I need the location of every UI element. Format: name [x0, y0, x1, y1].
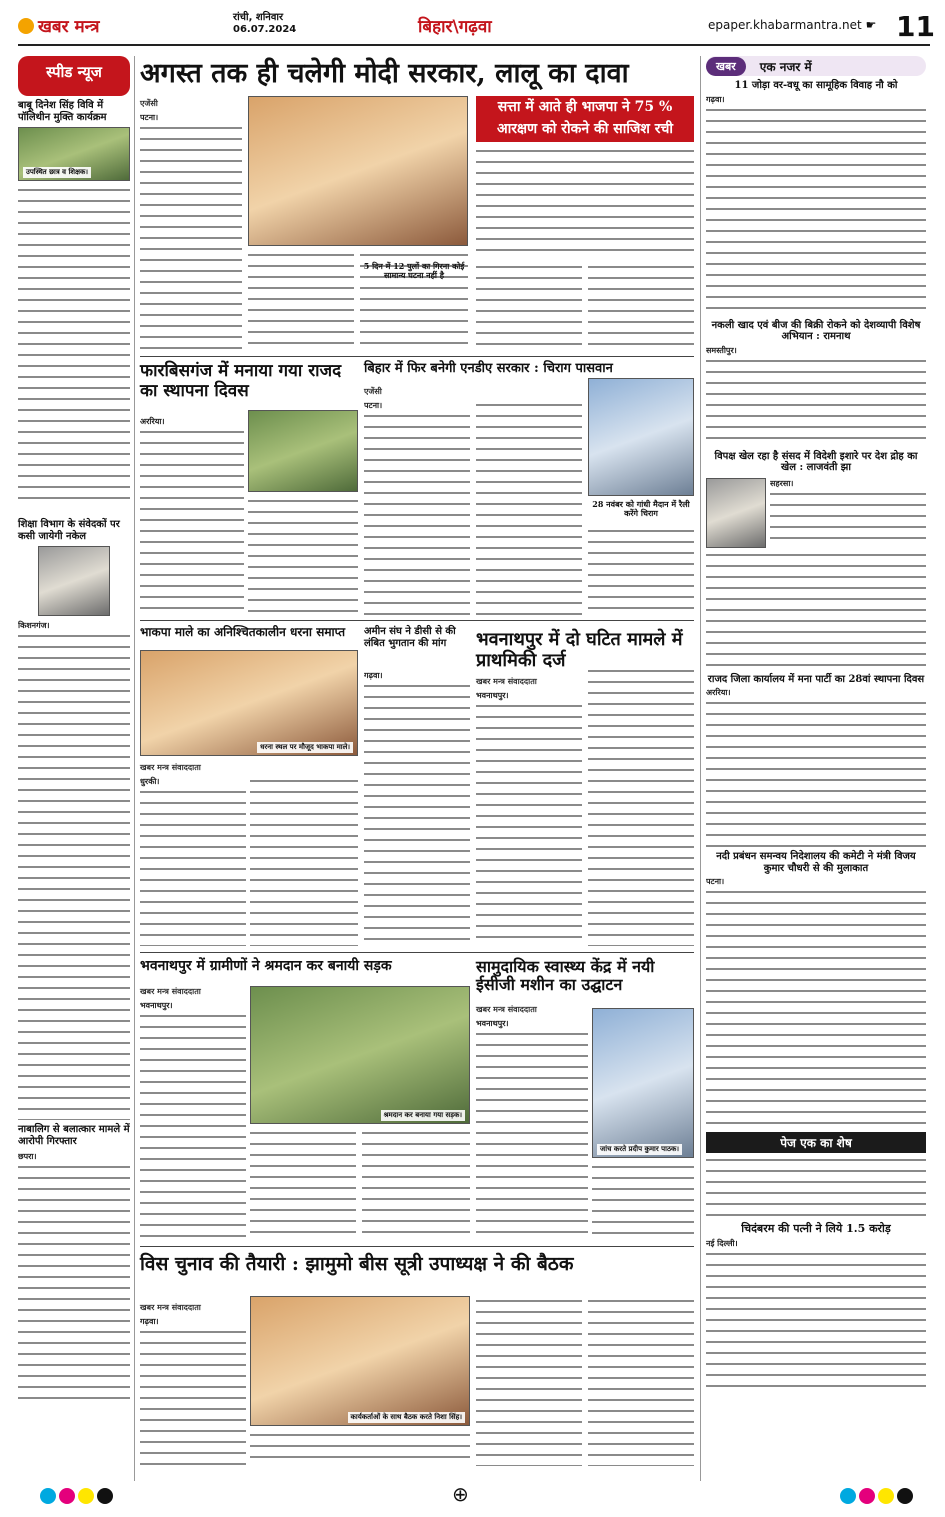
black-dot	[97, 1488, 113, 1504]
formation-photo	[248, 410, 358, 492]
photo-caption: उपस्थित छात्र व शिक्षक।	[23, 167, 91, 178]
ecg-title: सामुदायिक स्वास्थ्य केंद्र में नयी ईसीजी मशीन का उद्घाटन	[476, 957, 655, 995]
ecg-byline: खबर मन्त्र संवाददाता	[476, 1005, 537, 1014]
bhawanathpur-body-col1: भवनाथपुर।	[476, 690, 582, 946]
magenta-dot	[59, 1488, 75, 1504]
road-body-col1: भवनाथपुर।	[140, 1000, 246, 1240]
photo-caption: जांच करते प्रदीप कुमार पाठक।	[597, 1144, 682, 1155]
issue-date: 06.07.2024	[233, 24, 297, 35]
right-story-5-title: नदी प्रबंधन समन्वय निदेशालय की कमेटी ने मंत्री विजय कुमार चौधरी से की मुलाकात	[716, 851, 916, 874]
formation-body-col2	[248, 496, 358, 616]
logo-icon	[18, 18, 34, 34]
speed-story-3-body: छपरा।	[18, 1151, 130, 1401]
speed-news-column	[18, 56, 130, 1481]
right-story-3-title: विपक्ष खेल रहा है संसद में विदेशी इशारे पर देश द्रोह का खेल : लाजवंती झा	[714, 450, 918, 473]
speed-news-label: स्पीड न्यूज	[18, 56, 130, 96]
lead-photo-caption: 5 दिन में 12 पुलों का गिरना कोई सामान्य घटना नहीं है	[363, 261, 465, 281]
jmm-body-col4	[588, 1296, 694, 1466]
lead-headline: अगस्त तक ही चलेगी मोदी सरकार, लालू का दावा	[140, 58, 629, 89]
ek-nazar-label: एक नजर में	[759, 59, 812, 74]
right-story-4-title: राजद जिला कार्यालय में मना पार्टी का 28वां स्थापना दिवस	[707, 673, 925, 685]
ek-nazar-column	[706, 56, 926, 1476]
right-story-3-body	[706, 550, 926, 670]
formation-title: फारबिसगंज में मनाया गया राजद का स्थापना दिवस	[140, 361, 342, 401]
amin-title: अमीन संघ ने डीसी से की लंबित भुगतान की मांग	[364, 626, 456, 649]
yellow-dot	[78, 1488, 94, 1504]
nda-byline: एजेंसी	[364, 387, 382, 396]
jmm-title: विस चुनाव की तैयारी : झामुमो बीस सूत्री उपाध्यक्ष ने की बैठक	[140, 1253, 574, 1275]
jmm-body-col2	[250, 1430, 470, 1466]
speed-story-3-title: नाबालिग से बलात्कार मामले में आरोपी गिरफ्तार	[18, 1124, 130, 1147]
page-one-continued-header: पेज एक का शेष	[706, 1132, 926, 1153]
section-name: बिहार\गढ़वा	[418, 17, 492, 37]
speed-story-2-title: शिक्षा विभाग के संवेदकों पर कसी जायेगी नकेल	[18, 519, 120, 542]
page-one-continued-body	[706, 1155, 926, 1219]
lead-body-col4	[476, 146, 694, 258]
masthead	[18, 10, 935, 46]
nda-body-col2	[476, 400, 582, 616]
bhawanathpur-body-col2	[588, 666, 694, 946]
ecg-body-col2	[592, 1162, 694, 1240]
amin-body: गढ़वा।	[364, 670, 470, 946]
jmm-body-col3	[476, 1296, 582, 1466]
khabar-tag: खबर	[706, 57, 746, 76]
nda-body-col1: पटना।	[364, 400, 470, 616]
bhawanathpur-title: भवनाथपुर में दो घटित मामले में प्राथमिकी दर्ज	[476, 629, 683, 671]
right-story-5-body: पटना।	[706, 876, 926, 1128]
lead-body-col6	[588, 262, 694, 352]
road-byline: खबर मन्त्र संवाददाता	[140, 987, 201, 996]
ek-nazar-header	[706, 56, 926, 76]
right-story-2-title: नकली खाद एवं बीज की बिक्री रोकने को देशव्यापी विशेष अभियान : रामनाथ	[711, 319, 921, 342]
dateline	[233, 12, 296, 36]
right-story-4-body: अररिया।	[706, 687, 926, 847]
column-rule	[134, 56, 135, 1481]
page-number: 11	[896, 10, 935, 43]
section-divider	[140, 620, 694, 621]
road-photo	[250, 986, 470, 1124]
speed-story-1-body	[18, 185, 130, 515]
jmm-photo	[250, 1296, 470, 1426]
section-divider	[140, 356, 694, 357]
cursor-icon: ☛	[865, 18, 877, 32]
bhawanathpur-byline: खबर मन्त्र संवाददाता	[476, 677, 537, 686]
road-title: भवनाथपुर में ग्रामीणों ने श्रमदान कर बनायी सड़क	[140, 958, 392, 974]
road-body-col3	[362, 1128, 470, 1240]
nda-title: बिहार में फिर बनेगी एनडीए सरकार : चिराग पासवान	[364, 361, 613, 376]
jmm-byline: खबर मन्त्र संवाददाता	[140, 1303, 201, 1312]
speed-story-1-title: बाबू दिनेश सिंह विवि में पॉलिथीन मुक्ति कार्यक्रम	[18, 100, 107, 123]
lead-body-col1: पटना।	[140, 112, 242, 352]
protest-body-col1: धुरकी।	[140, 776, 246, 946]
section-divider	[140, 1246, 694, 1247]
ecg-body-col1: भवनाथपुर।	[476, 1018, 588, 1240]
magenta-dot	[859, 1488, 875, 1504]
lead-body-col5	[476, 262, 582, 352]
section-divider	[140, 952, 694, 953]
speed-story-1-photo	[18, 127, 130, 181]
right-story-2-body: समस्तीपुर।	[706, 345, 926, 445]
registration-marks-left	[40, 1488, 116, 1508]
cyan-dot	[40, 1488, 56, 1504]
yellow-dot	[878, 1488, 894, 1504]
brand-logo	[18, 14, 100, 37]
photo-caption: श्रमदान कर बनाया गया सड़क।	[381, 1110, 465, 1121]
right-story-1-title: 11 जोड़ा वर-वधू का सामूहिक विवाह नौ को	[734, 80, 898, 91]
lead-body-col2	[248, 250, 354, 352]
column-rule	[700, 56, 701, 1481]
ecg-photo	[592, 1008, 694, 1158]
road-body-col2	[250, 1128, 356, 1240]
photo-caption: धरना स्थल पर मौजूद भाकपा माले।	[257, 742, 353, 753]
lead-kicker: सत्ता में आते ही भाजपा ने 75 % आरक्षण को रोकने की साजिश रची	[476, 96, 694, 142]
protest-body-col2	[250, 776, 358, 946]
right-story-3-photo	[706, 478, 766, 548]
epaper-url[interactable]: epaper.khabarmantra.net ☛	[708, 18, 877, 32]
lead-photo	[248, 96, 468, 246]
right-story-7-title: चिदंबरम की पत्नी ने लिये 1.5 करोड़	[741, 1222, 891, 1235]
lead-byline: एजेंसी	[140, 99, 158, 108]
nda-photo	[588, 378, 694, 496]
speed-story-2-body: किशनगंज।	[18, 620, 130, 1120]
brand-name: खबर मन्त्र	[38, 17, 100, 37]
nda-body-col3	[588, 526, 694, 616]
black-dot	[897, 1488, 913, 1504]
right-story-7-body: नई दिल्ली।	[706, 1238, 926, 1388]
cyan-dot	[840, 1488, 856, 1504]
protest-title: भाकपा माले का अनिश्चितकालीन धरना समाप्त	[140, 625, 346, 639]
right-story-1-body: गढ़वा।	[706, 94, 926, 316]
jmm-body-col1: गढ़वा।	[140, 1316, 246, 1466]
formation-body-col1: अररिया।	[140, 416, 244, 616]
right-story-3-body-top: सहरसा।	[770, 478, 926, 548]
protest-byline: खबर मन्त्र संवाददाता	[140, 763, 201, 772]
registration-marks-right	[840, 1488, 916, 1508]
city-day: रांची, शनिवार	[233, 12, 284, 23]
crosshair-icon: ⊕	[452, 1482, 469, 1506]
nda-photo-caption: 28 नवंबर को गांधी मैदान में रैली करेंगे चिराग	[592, 499, 690, 519]
speed-story-2-photo	[38, 546, 110, 616]
photo-caption: कार्यकर्ताओं के साथ बैठक करते निशा सिंह।	[348, 1412, 465, 1423]
protest-photo	[140, 650, 358, 756]
